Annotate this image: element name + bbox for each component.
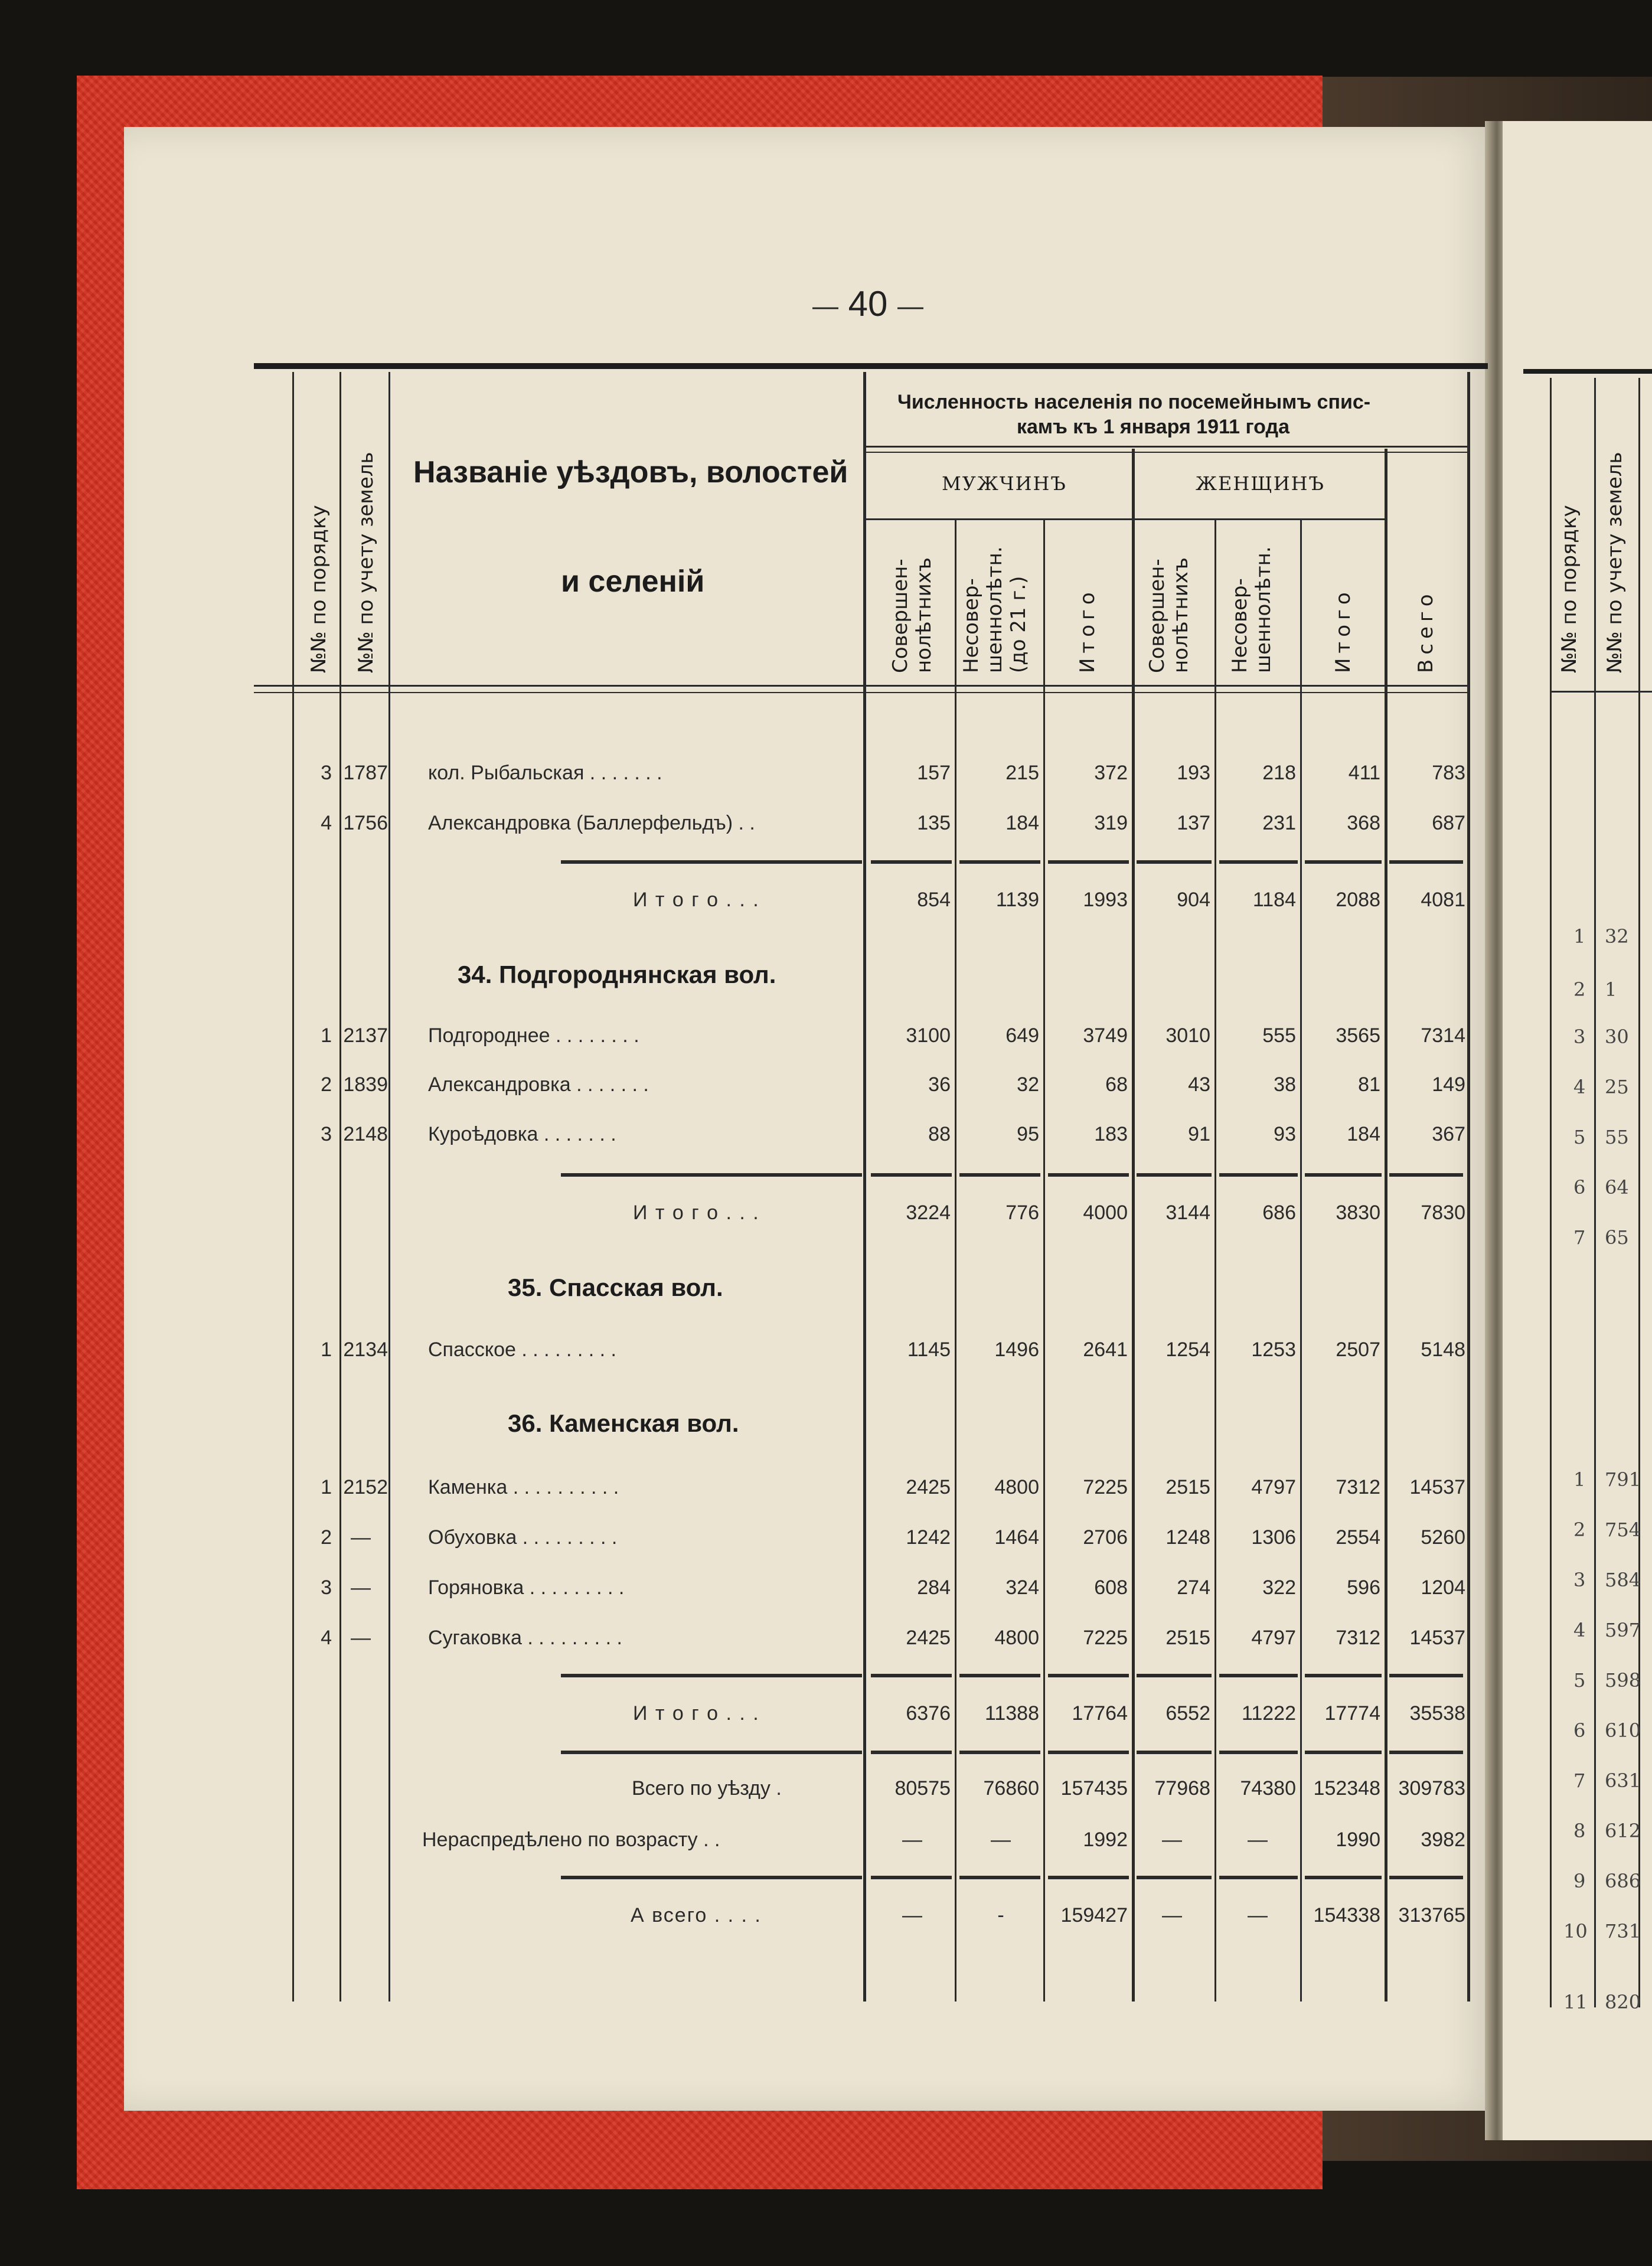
- right-row-land-no: 597: [1605, 1619, 1641, 1641]
- row-value: 6552: [1165, 1702, 1210, 1725]
- row-name: И т о г о . . .: [633, 1702, 760, 1725]
- right-row-order-no: 7: [1573, 1226, 1586, 1249]
- total-separator: [561, 1876, 862, 1879]
- row-name: Нераспредѣлено по возрасту . .: [422, 1829, 720, 1851]
- total-separator: [959, 1173, 1040, 1177]
- right-row-order-no: 2: [1573, 1519, 1586, 1541]
- right-row-land-no: 631: [1605, 1769, 1641, 1792]
- row-value: 1254: [1165, 1338, 1210, 1361]
- row-value: 2425: [906, 1627, 951, 1649]
- right-row-order-no: 5: [1573, 1126, 1586, 1148]
- row-value: 367: [1432, 1123, 1465, 1145]
- right-col-divider: [1594, 378, 1596, 2007]
- header-bottom-rule: [254, 692, 1470, 693]
- right-row-land-no: 584: [1605, 1569, 1641, 1591]
- row-name: Спасское . . . . . . . . .: [428, 1338, 616, 1361]
- header-w-minor: Несовер- шеннолѣтн.: [1228, 546, 1275, 673]
- right-row-land-no: 1: [1605, 978, 1617, 1001]
- row-value: 596: [1347, 1576, 1380, 1599]
- row-name: Подгороднее . . . . . . . .: [428, 1024, 639, 1047]
- row-value: 319: [1094, 812, 1128, 834]
- right-row-land-no: 754: [1605, 1519, 1641, 1541]
- row-name: Александровка (Баллерфельдъ) . .: [428, 812, 755, 834]
- row-value: 1204: [1421, 1576, 1465, 1599]
- population-title-line1: Численность населенія по посемейнымъ спис-: [897, 391, 1371, 413]
- header-bottom-rule: [254, 685, 1470, 687]
- total-separator: [1137, 1674, 1212, 1677]
- row-name: Куроѣдовка . . . . . . .: [428, 1123, 616, 1145]
- header-rule: [863, 446, 1470, 448]
- row-value: —: [991, 1829, 1011, 1851]
- row-value: 1496: [994, 1338, 1039, 1361]
- row-name: И т о г о . . .: [633, 889, 760, 911]
- right-row-land-no: 820: [1605, 1991, 1641, 2013]
- row-value: 4800: [994, 1476, 1039, 1498]
- row-value: 215: [1005, 762, 1039, 784]
- row-order-no: 3: [321, 1576, 332, 1599]
- total-separator: [1137, 1173, 1212, 1177]
- total-separator: [1389, 860, 1463, 864]
- header-title-line1: Названіе уѣздовъ, волостей: [413, 455, 848, 489]
- right-row-land-no: 598: [1605, 1669, 1641, 1692]
- total-separator: [1389, 1173, 1463, 1177]
- row-land-no: 1839: [343, 1073, 388, 1096]
- right-row-order-no: 9: [1573, 1870, 1586, 1892]
- section-heading: 34. Подгороднянская вол.: [458, 961, 776, 988]
- row-value: 3224: [906, 1201, 951, 1224]
- total-separator: [871, 860, 952, 864]
- row-value: 80575: [894, 1777, 951, 1800]
- row-value: 1248: [1165, 1526, 1210, 1549]
- right-header-order-no: №№ по порядку: [1558, 505, 1581, 673]
- row-value: 2706: [1083, 1526, 1128, 1549]
- header-land-no: №№ по учету земель: [354, 452, 378, 673]
- row-value: 38: [1274, 1073, 1296, 1096]
- women-header: ЖЕНЩИНЪ: [1196, 472, 1325, 495]
- right-row-land-no: 610: [1605, 1719, 1641, 1742]
- row-order-no: 1: [321, 1024, 332, 1047]
- right-row-order-no: 4: [1573, 1076, 1586, 1098]
- right-row-land-no: 30: [1605, 1026, 1629, 1048]
- total-separator: [561, 860, 862, 864]
- row-value: -: [997, 1904, 1004, 1927]
- row-value: 309783: [1398, 1777, 1465, 1800]
- row-value: —: [1248, 1904, 1268, 1927]
- row-value: 93: [1274, 1123, 1296, 1145]
- total-separator: [1219, 1173, 1298, 1177]
- row-value: 7312: [1336, 1627, 1380, 1649]
- total-separator: [1219, 1751, 1298, 1754]
- row-value: 193: [1177, 762, 1210, 784]
- page-number: — 40 —: [812, 284, 924, 324]
- total-separator: [1048, 1751, 1129, 1754]
- section-heading: 36. Каменская вол.: [508, 1409, 739, 1437]
- row-value: 4797: [1251, 1627, 1296, 1649]
- right-row-order-no: 1: [1573, 925, 1586, 948]
- row-land-no: 2152: [343, 1476, 388, 1498]
- total-separator: [1048, 1173, 1129, 1177]
- right-row-order-no: 10: [1563, 1920, 1588, 1942]
- right-row-land-no: 731: [1605, 1920, 1641, 1942]
- total-separator: [1305, 860, 1382, 864]
- row-value: 4081: [1421, 889, 1465, 911]
- row-value: 11222: [1241, 1702, 1296, 1725]
- row-value: 2507: [1336, 1338, 1380, 1361]
- right-row-order-no: 5: [1573, 1669, 1586, 1692]
- header-all-total: Всего: [1414, 589, 1438, 673]
- header-w-total: Итого: [1331, 587, 1355, 673]
- row-value: 135: [917, 812, 951, 834]
- total-separator: [1305, 1173, 1382, 1177]
- row-value: 854: [917, 889, 951, 911]
- row-value: —: [902, 1829, 922, 1851]
- col-divider: [1467, 372, 1470, 2001]
- total-separator: [561, 1674, 862, 1677]
- row-value: 11388: [984, 1702, 1039, 1725]
- row-order-no: 3: [321, 1123, 332, 1145]
- total-separator: [1137, 860, 1212, 864]
- row-land-no: 2134: [343, 1338, 388, 1361]
- row-value: 2425: [906, 1476, 951, 1498]
- right-row-order-no: 7: [1573, 1769, 1586, 1792]
- col-divider: [388, 372, 390, 2001]
- total-separator: [1389, 1674, 1463, 1677]
- right-table-top-rule: [1523, 369, 1652, 374]
- header-w-adult: Совершен- нолѣтнихъ: [1145, 557, 1193, 673]
- row-value: —: [1248, 1829, 1268, 1851]
- row-value: 1992: [1083, 1829, 1128, 1851]
- row-value: 4800: [994, 1627, 1039, 1649]
- row-value: 159427: [1060, 1904, 1128, 1927]
- col-divider: [339, 372, 341, 2001]
- row-land-no: 1787: [343, 762, 388, 784]
- row-value: 36: [928, 1073, 951, 1096]
- total-separator: [959, 1674, 1040, 1677]
- row-value: 7830: [1421, 1201, 1465, 1224]
- row-value: 2515: [1165, 1627, 1210, 1649]
- row-value: 608: [1094, 1576, 1128, 1599]
- row-value: 4797: [1251, 1476, 1296, 1498]
- row-value: 218: [1262, 762, 1296, 784]
- row-value: 7314: [1421, 1024, 1465, 1047]
- row-value: 372: [1094, 762, 1128, 784]
- row-value: 4000: [1083, 1201, 1128, 1224]
- row-value: 3982: [1421, 1829, 1465, 1851]
- row-value: 783: [1432, 762, 1465, 784]
- total-separator: [871, 1173, 952, 1177]
- right-row-land-no: 791: [1605, 1468, 1641, 1491]
- row-value: 137: [1177, 812, 1210, 834]
- row-value: 7312: [1336, 1476, 1380, 1498]
- row-value: —: [1162, 1904, 1182, 1927]
- right-row-order-no: 11: [1563, 1991, 1588, 2013]
- total-separator: [1219, 860, 1298, 864]
- total-separator: [1048, 860, 1129, 864]
- right-header-land-no: №№ по учету земель: [1603, 452, 1627, 673]
- row-value: 6376: [906, 1702, 951, 1725]
- row-value: 7225: [1083, 1476, 1128, 1498]
- total-separator: [959, 1751, 1040, 1754]
- total-separator: [561, 1173, 862, 1177]
- row-value: 149: [1432, 1073, 1465, 1096]
- row-value: 7225: [1083, 1627, 1128, 1649]
- total-separator: [1137, 1751, 1212, 1754]
- row-value: 152348: [1313, 1777, 1380, 1800]
- col-divider: [292, 372, 294, 2001]
- row-order-no: 3: [321, 762, 332, 784]
- total-separator: [871, 1674, 952, 1677]
- row-value: 88: [928, 1123, 951, 1145]
- row-value: 157435: [1060, 1777, 1128, 1800]
- row-value: 184: [1347, 1123, 1380, 1145]
- row-value: 14537: [1409, 1627, 1465, 1649]
- row-value: 35538: [1409, 1702, 1465, 1725]
- population-title-line2: камъ къ 1 января 1911 года: [1017, 416, 1289, 438]
- right-header-rule: [1550, 691, 1652, 693]
- row-name: Всего по уѣзду .: [632, 1777, 782, 1800]
- header-m-total: Итого: [1076, 587, 1099, 673]
- row-value: 74380: [1240, 1777, 1296, 1800]
- row-value: 411: [1348, 762, 1380, 784]
- row-land-no: —: [351, 1526, 371, 1549]
- total-separator: [1137, 1876, 1212, 1879]
- right-col-divider: [1638, 378, 1640, 2007]
- row-value: 3144: [1165, 1201, 1210, 1224]
- row-value: 1145: [907, 1338, 951, 1361]
- row-land-no: 2148: [343, 1123, 388, 1145]
- row-value: 1184: [1252, 889, 1296, 911]
- row-value: 1990: [1336, 1829, 1380, 1851]
- section-heading: 35. Спасская вол.: [508, 1274, 723, 1301]
- right-row-land-no: 65: [1605, 1226, 1629, 1249]
- right-row-land-no: 612: [1605, 1820, 1641, 1842]
- header-title-line2: и селеній: [561, 564, 705, 599]
- right-row-land-no: 55: [1605, 1126, 1629, 1148]
- row-value: 184: [1005, 812, 1039, 834]
- total-separator: [871, 1876, 952, 1879]
- row-value: 43: [1188, 1073, 1210, 1096]
- row-value: 1993: [1083, 889, 1128, 911]
- total-separator: [1048, 1674, 1129, 1677]
- right-row-land-no: 25: [1605, 1076, 1629, 1098]
- row-value: 157: [917, 762, 951, 784]
- header-rule: [863, 452, 1470, 453]
- row-value: 17764: [1072, 1702, 1128, 1725]
- total-separator: [1389, 1751, 1463, 1754]
- col-divider: [1385, 449, 1387, 2001]
- row-name: И т о г о . . .: [633, 1201, 760, 1224]
- row-value: 76860: [983, 1777, 1039, 1800]
- row-land-no: —: [351, 1627, 371, 1649]
- row-value: 368: [1347, 812, 1380, 834]
- total-separator: [1219, 1876, 1298, 1879]
- total-separator: [1305, 1876, 1382, 1879]
- right-row-land-no: 64: [1605, 1176, 1629, 1199]
- row-value: 555: [1262, 1024, 1296, 1047]
- row-value: 1139: [995, 889, 1039, 911]
- row-value: 324: [1005, 1576, 1039, 1599]
- right-row-land-no: 32: [1605, 925, 1629, 948]
- row-order-no: 1: [321, 1338, 332, 1361]
- row-value: 5260: [1421, 1526, 1465, 1549]
- right-row-land-no: 686: [1605, 1870, 1641, 1892]
- row-value: 686: [1262, 1201, 1296, 1224]
- right-row-order-no: 6: [1573, 1176, 1586, 1199]
- total-separator: [1048, 1876, 1129, 1879]
- table-top-rule: [254, 363, 1488, 369]
- row-order-no: 4: [321, 1627, 332, 1649]
- right-row-order-no: 8: [1573, 1820, 1586, 1842]
- row-value: 1464: [994, 1526, 1039, 1549]
- header-m-minor: Несовер- шеннолѣтн. (до 21 г.): [959, 546, 1030, 673]
- row-order-no: 4: [321, 812, 332, 834]
- row-name: Сугаковка . . . . . . . . .: [428, 1627, 622, 1649]
- row-value: 2554: [1336, 1526, 1380, 1549]
- row-name: Горяновка . . . . . . . . .: [428, 1576, 625, 1599]
- total-separator: [959, 1876, 1040, 1879]
- right-row-order-no: 1: [1573, 1468, 1586, 1491]
- row-value: 77968: [1154, 1777, 1210, 1800]
- row-value: —: [902, 1904, 922, 1927]
- row-name: А всего . . . .: [631, 1904, 762, 1927]
- row-value: 17774: [1324, 1702, 1380, 1725]
- row-name: Каменка . . . . . . . . . .: [428, 1476, 619, 1498]
- row-value: —: [1162, 1829, 1182, 1851]
- row-value: 1306: [1251, 1526, 1296, 1549]
- row-order-no: 1: [321, 1476, 332, 1498]
- row-value: 5148: [1421, 1338, 1465, 1361]
- row-value: 68: [1105, 1073, 1128, 1096]
- header-m-adult: Совершен- нолѣтнихъ: [889, 557, 936, 673]
- col-divider: [1132, 449, 1135, 2001]
- row-value: 32: [1017, 1073, 1039, 1096]
- total-separator: [871, 1751, 952, 1754]
- row-name: Александровка . . . . . . .: [428, 1073, 649, 1096]
- row-value: 95: [1017, 1123, 1039, 1145]
- row-value: 687: [1432, 812, 1465, 834]
- row-value: 3749: [1083, 1024, 1128, 1047]
- row-value: 1242: [906, 1526, 951, 1549]
- right-col-divider: [1550, 378, 1552, 2007]
- row-value: 1253: [1251, 1338, 1296, 1361]
- row-value: 3010: [1165, 1024, 1210, 1047]
- right-row-order-no: 4: [1573, 1619, 1586, 1641]
- men-header: МУЖЧИНЪ: [942, 472, 1067, 495]
- row-order-no: 2: [321, 1526, 332, 1549]
- row-value: 231: [1262, 812, 1296, 834]
- row-name: Обуховка . . . . . . . . .: [428, 1526, 618, 1549]
- row-value: 2641: [1083, 1338, 1128, 1361]
- row-value: 322: [1262, 1576, 1296, 1599]
- row-value: 154338: [1313, 1904, 1380, 1927]
- row-value: 14537: [1409, 1476, 1465, 1498]
- row-value: 2515: [1165, 1476, 1210, 1498]
- row-value: 81: [1358, 1073, 1380, 1096]
- row-value: 904: [1177, 889, 1210, 911]
- row-land-no: 2137: [343, 1024, 388, 1047]
- row-value: 2088: [1336, 889, 1380, 911]
- row-value: 3565: [1336, 1024, 1380, 1047]
- row-value: 274: [1177, 1576, 1210, 1599]
- row-value: 313765: [1398, 1904, 1465, 1927]
- total-separator: [959, 860, 1040, 864]
- total-separator: [561, 1751, 862, 1754]
- total-separator: [1389, 1876, 1463, 1879]
- right-row-order-no: 3: [1573, 1569, 1586, 1591]
- row-land-no: 1756: [343, 812, 388, 834]
- header-rule: [863, 518, 1386, 520]
- row-land-no: —: [351, 1576, 371, 1599]
- row-value: 3830: [1336, 1201, 1380, 1224]
- col-divider: [863, 372, 866, 2001]
- row-name: кол. Рыбальская . . . . . . .: [428, 762, 662, 784]
- right-row-order-no: 3: [1573, 1026, 1586, 1048]
- row-value: 91: [1188, 1123, 1210, 1145]
- total-separator: [1305, 1674, 1382, 1677]
- right-row-order-no: 6: [1573, 1719, 1586, 1742]
- header-order-no: №№ по порядку: [307, 505, 331, 673]
- right-row-order-no: 2: [1573, 978, 1586, 1001]
- row-value: 284: [917, 1576, 951, 1599]
- row-value: 3100: [906, 1024, 951, 1047]
- row-value: 183: [1094, 1123, 1128, 1145]
- total-separator: [1305, 1751, 1382, 1754]
- row-value: 649: [1005, 1024, 1039, 1047]
- row-value: 776: [1005, 1201, 1039, 1224]
- row-order-no: 2: [321, 1073, 332, 1096]
- total-separator: [1219, 1674, 1298, 1677]
